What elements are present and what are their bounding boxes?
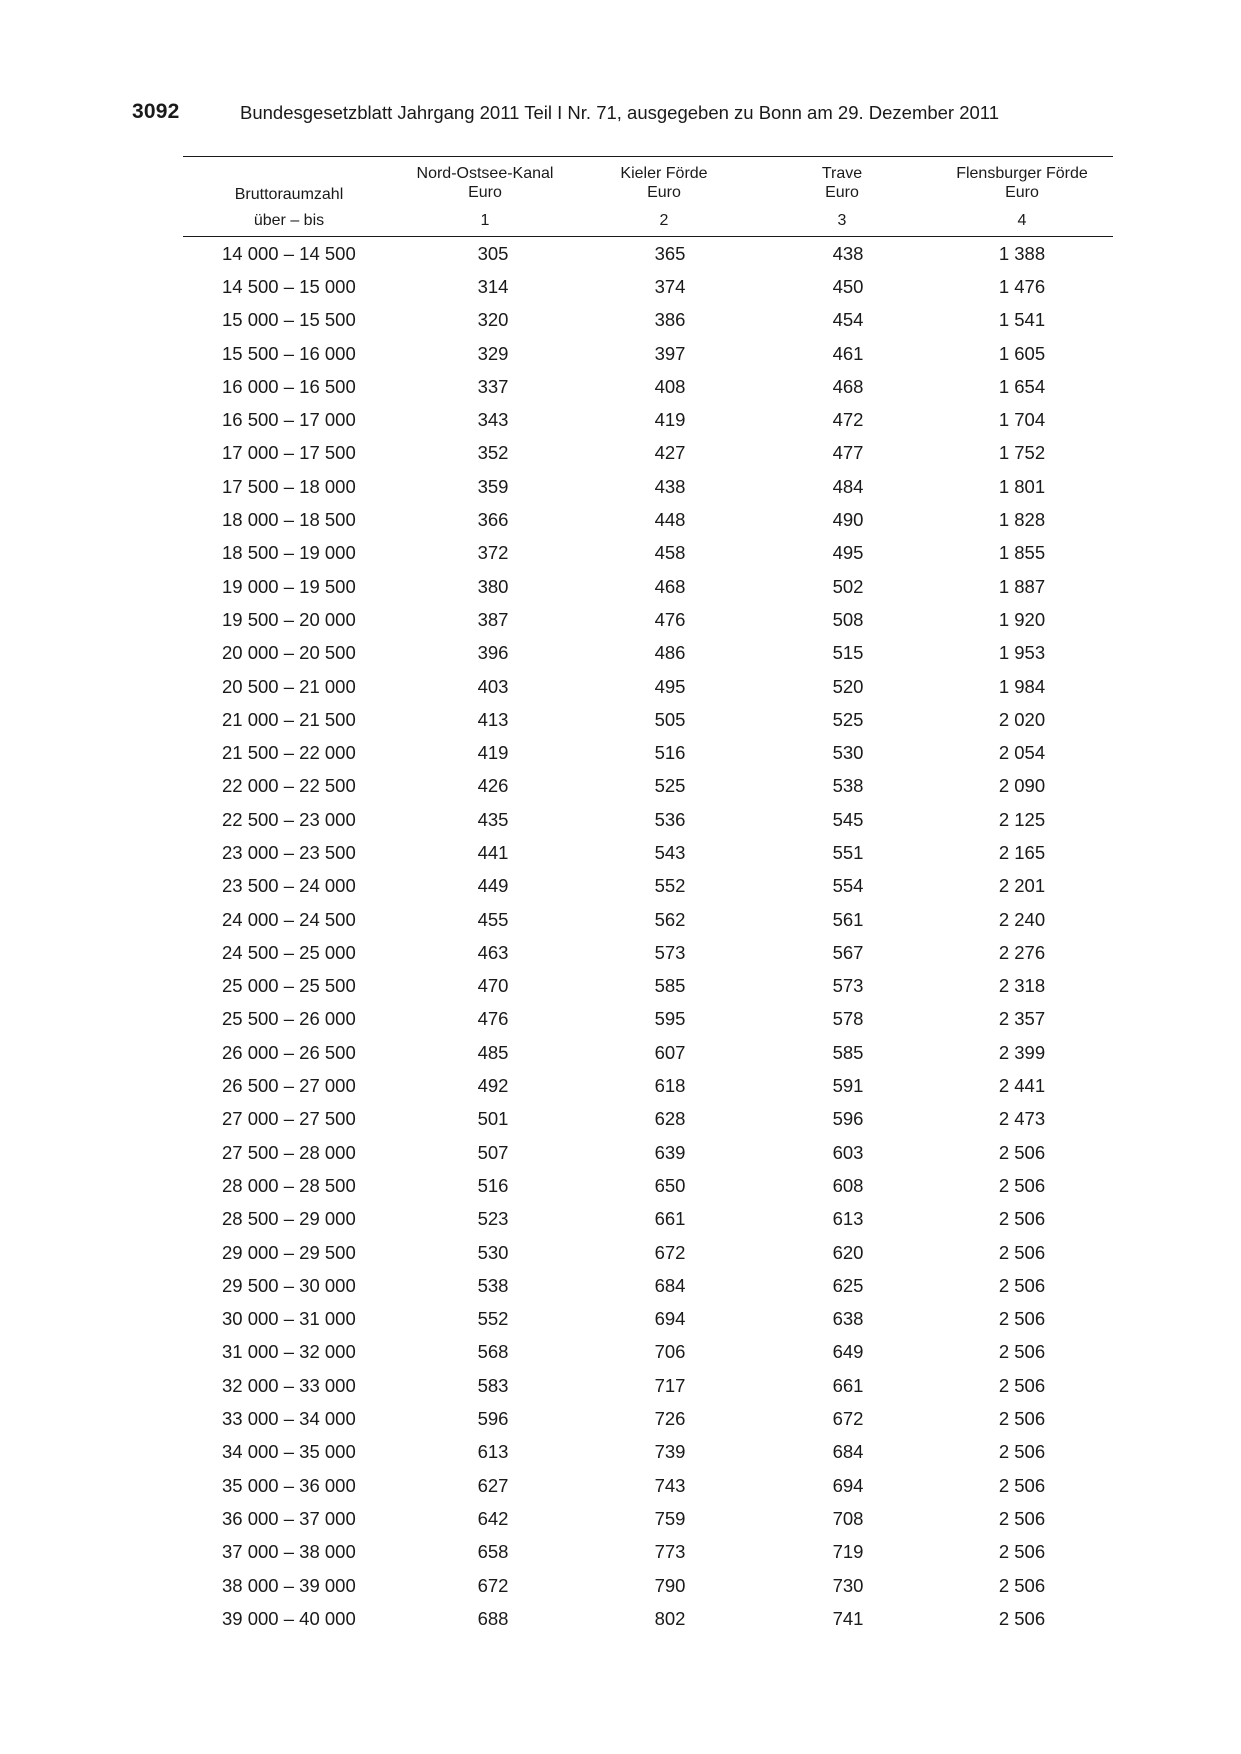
table-cell-flensburger-foerde: 1 605: [998, 342, 1046, 364]
table-cell-kieler-foerde: 639: [654, 1141, 686, 1163]
table-row: [183, 637, 1113, 670]
table-cell-range: 39 000 – 40 000: [222, 1607, 356, 1629]
table-cell-range: 25 500 – 26 000: [222, 1008, 356, 1030]
running-head: Bundesgesetzblatt Jahrgang 2011 Teil I Nr. 71, ausgegeben zu Bonn am 29. Dezember 2011: [240, 102, 1000, 123]
table-cell-flensburger-foerde: 2 357: [998, 1008, 1046, 1030]
table-cell-flensburger-foerde: 2 506: [998, 1574, 1046, 1596]
table-cell-trave: 450: [832, 275, 864, 297]
table-row: [183, 1602, 1113, 1635]
table-cell-range: 30 000 – 31 000: [222, 1308, 356, 1330]
table-cell-flensburger-foerde: 2 506: [998, 1174, 1046, 1196]
table-cell-flensburger-foerde: 2 506: [998, 1274, 1046, 1296]
header-col-name: Trave: [821, 165, 863, 182]
table-cell-nord-ostsee-kanal: 352: [477, 442, 509, 464]
table-cell-nord-ostsee-kanal: 552: [477, 1308, 509, 1330]
table-cell-range: 23 000 – 23 500: [222, 841, 356, 863]
table-row: [183, 836, 1113, 869]
table-cell-flensburger-foerde: 2 506: [998, 1507, 1046, 1529]
table-row: [183, 537, 1113, 570]
table-cell-trave: 719: [832, 1541, 864, 1563]
table-cell-range: 32 000 – 33 000: [222, 1374, 356, 1396]
table-cell-kieler-foerde: 495: [654, 675, 686, 697]
table-cell-range: 27 500 – 28 000: [222, 1141, 356, 1163]
table-cell-nord-ostsee-kanal: 320: [477, 309, 509, 331]
table-cell-nord-ostsee-kanal: 449: [477, 875, 509, 897]
table-cell-flensburger-foerde: 2 090: [998, 775, 1046, 797]
header-col-name: Flensburger Förde: [956, 165, 1088, 182]
table-cell-trave: 545: [832, 808, 864, 830]
table-cell-range: 24 500 – 25 000: [222, 941, 356, 963]
table-cell-range: 16 000 – 16 500: [222, 375, 356, 397]
table-cell-trave: 472: [832, 409, 864, 431]
header-col-3: [753, 157, 931, 207]
table-cell-range: 26 500 – 27 000: [222, 1075, 356, 1097]
table-cell-kieler-foerde: 607: [654, 1041, 686, 1063]
table-cell-flensburger-foerde: 1 654: [998, 375, 1046, 397]
table-row: [183, 603, 1113, 636]
table-cell-trave: 530: [832, 742, 864, 764]
table-cell-kieler-foerde: 790: [654, 1574, 686, 1596]
table-cell-trave: 596: [832, 1108, 864, 1130]
table-row: [183, 1103, 1113, 1136]
table-cell-trave: 477: [832, 442, 864, 464]
table-row: [183, 1003, 1113, 1036]
table-cell-range: 23 500 – 24 000: [222, 875, 356, 897]
table-cell-kieler-foerde: 438: [654, 475, 686, 497]
table-cell-kieler-foerde: 476: [654, 608, 686, 630]
table-cell-nord-ostsee-kanal: 596: [477, 1408, 509, 1430]
table-cell-flensburger-foerde: 1 953: [998, 642, 1046, 664]
header-range-label: Bruttoraumzahl: [183, 157, 395, 207]
header-col-number: 4: [931, 206, 1113, 237]
table-cell-trave: 603: [832, 1141, 864, 1163]
table-row: [183, 803, 1113, 836]
table-row: [183, 1136, 1113, 1169]
table-cell-trave: 684: [832, 1441, 864, 1463]
table-cell-flensburger-foerde: 2 441: [998, 1075, 1046, 1097]
table-cell-flensburger-foerde: 1 984: [998, 675, 1046, 697]
table-cell-range: 31 000 – 32 000: [222, 1341, 356, 1363]
table-cell-flensburger-foerde: 1 541: [998, 309, 1046, 331]
table-cell-kieler-foerde: 505: [654, 708, 686, 730]
table-cell-range: 21 000 – 21 500: [222, 708, 356, 730]
table-cell-trave: 438: [832, 242, 864, 264]
table-cell-flensburger-foerde: 2 506: [998, 1441, 1046, 1463]
header-range-sub: über – bis: [183, 206, 395, 237]
table-cell-flensburger-foerde: 2 125: [998, 808, 1046, 830]
table-cell-range: 20 000 – 20 500: [222, 642, 356, 664]
table-cell-kieler-foerde: 773: [654, 1541, 686, 1563]
table-cell-kieler-foerde: 516: [654, 742, 686, 764]
table-cell-nord-ostsee-kanal: 396: [477, 642, 509, 664]
table-row: [183, 1536, 1113, 1569]
table-cell-nord-ostsee-kanal: 419: [477, 742, 509, 764]
table-cell-flensburger-foerde: 1 887: [998, 575, 1046, 597]
table-row: [183, 337, 1113, 370]
table-cell-kieler-foerde: 525: [654, 775, 686, 797]
table-row: [183, 1069, 1113, 1102]
table-cell-kieler-foerde: 419: [654, 409, 686, 431]
table-cell-flensburger-foerde: 2 506: [998, 1308, 1046, 1330]
table-cell-range: 18 500 – 19 000: [222, 542, 356, 564]
table-cell-nord-ostsee-kanal: 403: [477, 675, 509, 697]
table-cell-kieler-foerde: 543: [654, 841, 686, 863]
table-cell-trave: 502: [832, 575, 864, 597]
table-cell-kieler-foerde: 717: [654, 1374, 686, 1396]
table-cell-range: 33 000 – 34 000: [222, 1408, 356, 1430]
table-cell-kieler-foerde: 468: [654, 575, 686, 597]
table-cell-kieler-foerde: 661: [654, 1208, 686, 1230]
table-cell-nord-ostsee-kanal: 642: [477, 1507, 509, 1529]
table-cell-flensburger-foerde: 2 473: [998, 1108, 1046, 1130]
header-col-number: 3: [753, 206, 931, 237]
header-col-1: [395, 157, 575, 207]
table-cell-nord-ostsee-kanal: 507: [477, 1141, 509, 1163]
table-cell-flensburger-foerde: 2 276: [998, 941, 1046, 963]
table-cell-trave: 672: [832, 1408, 864, 1430]
table-cell-nord-ostsee-kanal: 387: [477, 608, 509, 630]
table-cell-trave: 661: [832, 1374, 864, 1396]
table-cell-trave: 508: [832, 608, 864, 630]
table-cell-flensburger-foerde: 2 506: [998, 1474, 1046, 1496]
table-cell-range: 17 500 – 18 000: [222, 475, 356, 497]
table-cell-nord-ostsee-kanal: 343: [477, 409, 509, 431]
table-cell-nord-ostsee-kanal: 672: [477, 1574, 509, 1596]
header-col-name: Kieler Förde: [620, 165, 708, 182]
table-cell-kieler-foerde: 628: [654, 1108, 686, 1130]
table-cell-trave: 490: [832, 509, 864, 531]
table-cell-trave: 620: [832, 1241, 864, 1263]
table-row: [183, 1203, 1113, 1236]
table-cell-range: 21 500 – 22 000: [222, 742, 356, 764]
table-cell-trave: 591: [832, 1075, 864, 1097]
table-row: [183, 1569, 1113, 1602]
table-cell-flensburger-foerde: 2 020: [998, 708, 1046, 730]
table-cell-kieler-foerde: 706: [654, 1341, 686, 1363]
header-col-unit: Euro: [647, 184, 681, 201]
table-cell-flensburger-foerde: 2 399: [998, 1041, 1046, 1063]
table-cell-flensburger-foerde: 1 476: [998, 275, 1046, 297]
table-cell-range: 20 500 – 21 000: [222, 675, 356, 697]
table-row: [183, 970, 1113, 1003]
table-cell-range: 16 500 – 17 000: [222, 409, 356, 431]
table-cell-flensburger-foerde: 2 165: [998, 841, 1046, 863]
table-cell-trave: 551: [832, 841, 864, 863]
table-cell-nord-ostsee-kanal: 538: [477, 1274, 509, 1296]
table-cell-nord-ostsee-kanal: 441: [477, 841, 509, 863]
table-cell-nord-ostsee-kanal: 359: [477, 475, 509, 497]
table-cell-kieler-foerde: 486: [654, 642, 686, 664]
table-cell-range: 28 500 – 29 000: [222, 1208, 356, 1230]
table-cell-flensburger-foerde: 2 506: [998, 1541, 1046, 1563]
table-row: [183, 1369, 1113, 1402]
table-cell-nord-ostsee-kanal: 305: [477, 242, 509, 264]
table-cell-kieler-foerde: 562: [654, 908, 686, 930]
table-cell-range: 26 000 – 26 500: [222, 1041, 356, 1063]
table-row: [183, 903, 1113, 936]
table-cell-range: 24 000 – 24 500: [222, 908, 356, 930]
table-cell-trave: 525: [832, 708, 864, 730]
table-cell-nord-ostsee-kanal: 470: [477, 975, 509, 997]
table-cell-nord-ostsee-kanal: 463: [477, 941, 509, 963]
table-cell-trave: 567: [832, 941, 864, 963]
header-col-number: 1: [395, 206, 575, 237]
table-row: [183, 1502, 1113, 1535]
table-cell-range: 34 000 – 35 000: [222, 1441, 356, 1463]
table-cell-nord-ostsee-kanal: 380: [477, 575, 509, 597]
table-cell-trave: 578: [832, 1008, 864, 1030]
table-cell-nord-ostsee-kanal: 413: [477, 708, 509, 730]
table-cell-trave: 561: [832, 908, 864, 930]
table-cell-flensburger-foerde: 1 920: [998, 608, 1046, 630]
table-row: [183, 1036, 1113, 1069]
table-cell-kieler-foerde: 573: [654, 941, 686, 963]
table-row: [183, 304, 1113, 337]
table-cell-flensburger-foerde: 1 704: [998, 409, 1046, 431]
table-row: [183, 1436, 1113, 1469]
table-cell-range: 19 500 – 20 000: [222, 608, 356, 630]
table-cell-kieler-foerde: 374: [654, 275, 686, 297]
table-cell-range: 27 000 – 27 500: [222, 1108, 356, 1130]
table-row: [183, 470, 1113, 503]
table-cell-kieler-foerde: 739: [654, 1441, 686, 1463]
fee-table: [183, 156, 1113, 1635]
table-row: [183, 1336, 1113, 1369]
table-cell-nord-ostsee-kanal: 366: [477, 509, 509, 531]
table-cell-trave: 730: [832, 1574, 864, 1596]
table-cell-range: 19 000 – 19 500: [222, 575, 356, 597]
table-cell-trave: 585: [832, 1041, 864, 1063]
table-cell-kieler-foerde: 595: [654, 1008, 686, 1030]
header-col-unit: Euro: [468, 184, 502, 201]
table-cell-flensburger-foerde: 2 506: [998, 1141, 1046, 1163]
table-cell-trave: 468: [832, 375, 864, 397]
table-row: [183, 703, 1113, 736]
table-cell-kieler-foerde: 365: [654, 242, 686, 264]
table-cell-trave: 638: [832, 1308, 864, 1330]
table-row: [183, 1269, 1113, 1302]
table-cell-nord-ostsee-kanal: 583: [477, 1374, 509, 1396]
table-cell-kieler-foerde: 672: [654, 1241, 686, 1263]
table-cell-range: 28 000 – 28 500: [222, 1174, 356, 1196]
table-cell-kieler-foerde: 408: [654, 375, 686, 397]
table-row: [183, 770, 1113, 803]
table-cell-flensburger-foerde: 2 506: [998, 1241, 1046, 1263]
table-cell-trave: 495: [832, 542, 864, 564]
table-row: [183, 870, 1113, 903]
table-cell-range: 35 000 – 36 000: [222, 1474, 356, 1496]
table-cell-nord-ostsee-kanal: 501: [477, 1108, 509, 1130]
header-col-unit: Euro: [825, 184, 859, 201]
table-cell-kieler-foerde: 397: [654, 342, 686, 364]
table-cell-flensburger-foerde: 2 240: [998, 908, 1046, 930]
table-cell-range: 22 000 – 22 500: [222, 775, 356, 797]
table-cell-flensburger-foerde: 1 855: [998, 542, 1046, 564]
table-cell-range: 36 000 – 37 000: [222, 1507, 356, 1529]
table-cell-trave: 461: [832, 342, 864, 364]
table-row: [183, 370, 1113, 403]
table-cell-kieler-foerde: 694: [654, 1308, 686, 1330]
table-cell-flensburger-foerde: 1 828: [998, 509, 1046, 531]
table-cell-flensburger-foerde: 2 054: [998, 742, 1046, 764]
table-cell-trave: 554: [832, 875, 864, 897]
table-cell-trave: 484: [832, 475, 864, 497]
table-cell-trave: 608: [832, 1174, 864, 1196]
table-row: [183, 1303, 1113, 1336]
table-cell-kieler-foerde: 743: [654, 1474, 686, 1496]
table-cell-flensburger-foerde: 2 506: [998, 1607, 1046, 1629]
table-cell-range: 38 000 – 39 000: [222, 1574, 356, 1596]
table-cell-range: 22 500 – 23 000: [222, 808, 356, 830]
table-row: [183, 570, 1113, 603]
table-cell-range: 15 500 – 16 000: [222, 342, 356, 364]
table-cell-flensburger-foerde: 1 801: [998, 475, 1046, 497]
header-col-number: 2: [575, 206, 753, 237]
table-cell-range: 37 000 – 38 000: [222, 1541, 356, 1563]
table-cell-nord-ostsee-kanal: 523: [477, 1208, 509, 1230]
table-row: [183, 1402, 1113, 1435]
table-cell-flensburger-foerde: 2 506: [998, 1408, 1046, 1430]
table-row: [183, 1469, 1113, 1502]
table-cell-range: 29 000 – 29 500: [222, 1241, 356, 1263]
header-col-name: Nord-Ostsee-Kanal: [416, 165, 554, 182]
table-row: [183, 237, 1113, 271]
table-cell-nord-ostsee-kanal: 627: [477, 1474, 509, 1496]
table-cell-trave: 538: [832, 775, 864, 797]
table-cell-flensburger-foerde: 2 506: [998, 1341, 1046, 1363]
table-row: [183, 503, 1113, 536]
table-cell-kieler-foerde: 759: [654, 1507, 686, 1529]
table-cell-nord-ostsee-kanal: 476: [477, 1008, 509, 1030]
table-cell-range: 25 000 – 25 500: [222, 975, 356, 997]
table-cell-trave: 515: [832, 642, 864, 664]
table-cell-range: 14 000 – 14 500: [222, 242, 356, 264]
table-cell-kieler-foerde: 618: [654, 1075, 686, 1097]
table-cell-range: 17 000 – 17 500: [222, 442, 356, 464]
table-row: [183, 270, 1113, 303]
table-cell-trave: 694: [832, 1474, 864, 1496]
table-cell-kieler-foerde: 650: [654, 1174, 686, 1196]
table-cell-flensburger-foerde: 2 201: [998, 875, 1046, 897]
table-cell-nord-ostsee-kanal: 688: [477, 1607, 509, 1629]
table-cell-kieler-foerde: 386: [654, 309, 686, 331]
table-cell-flensburger-foerde: 2 318: [998, 975, 1046, 997]
table-row: [183, 670, 1113, 703]
table-cell-kieler-foerde: 552: [654, 875, 686, 897]
table-cell-range: 14 500 – 15 000: [222, 275, 356, 297]
table-row: [183, 403, 1113, 436]
table-cell-range: 18 000 – 18 500: [222, 509, 356, 531]
page-number: 3092: [132, 100, 180, 123]
header-col-unit: Euro: [1005, 184, 1039, 201]
table-cell-nord-ostsee-kanal: 658: [477, 1541, 509, 1563]
table-row: [183, 936, 1113, 969]
header-col-4: [931, 157, 1113, 207]
table-cell-trave: 520: [832, 675, 864, 697]
table-cell-kieler-foerde: 427: [654, 442, 686, 464]
table-cell-kieler-foerde: 802: [654, 1607, 686, 1629]
table-cell-trave: 454: [832, 309, 864, 331]
table-body: [183, 237, 1113, 1636]
table-cell-nord-ostsee-kanal: 613: [477, 1441, 509, 1463]
table-cell-trave: 649: [832, 1341, 864, 1363]
table-cell-range: 15 000 – 15 500: [222, 309, 356, 331]
header-col-2: [575, 157, 753, 207]
table-cell-flensburger-foerde: 2 506: [998, 1208, 1046, 1230]
table-cell-kieler-foerde: 726: [654, 1408, 686, 1430]
table-cell-kieler-foerde: 536: [654, 808, 686, 830]
table-row: [183, 437, 1113, 470]
table-cell-nord-ostsee-kanal: 516: [477, 1174, 509, 1196]
table-cell-nord-ostsee-kanal: 530: [477, 1241, 509, 1263]
table-cell-trave: 613: [832, 1208, 864, 1230]
table-cell-nord-ostsee-kanal: 455: [477, 908, 509, 930]
table-cell-nord-ostsee-kanal: 485: [477, 1041, 509, 1063]
table-cell-nord-ostsee-kanal: 568: [477, 1341, 509, 1363]
table-cell-nord-ostsee-kanal: 314: [477, 275, 509, 297]
table-row: [183, 1169, 1113, 1202]
table-cell-nord-ostsee-kanal: 372: [477, 542, 509, 564]
table-cell-flensburger-foerde: 1 388: [998, 242, 1046, 264]
table-header: [183, 157, 1113, 237]
table-row: [183, 736, 1113, 769]
table-cell-trave: 625: [832, 1274, 864, 1296]
table-cell-kieler-foerde: 684: [654, 1274, 686, 1296]
table-cell-kieler-foerde: 448: [654, 509, 686, 531]
table-cell-kieler-foerde: 585: [654, 975, 686, 997]
table-cell-range: 29 500 – 30 000: [222, 1274, 356, 1296]
table-cell-nord-ostsee-kanal: 337: [477, 375, 509, 397]
table-cell-nord-ostsee-kanal: 435: [477, 808, 509, 830]
table-cell-trave: 741: [832, 1607, 864, 1629]
table-row: [183, 1236, 1113, 1269]
table-cell-kieler-foerde: 458: [654, 542, 686, 564]
table-cell-flensburger-foerde: 2 506: [998, 1374, 1046, 1396]
table-cell-nord-ostsee-kanal: 426: [477, 775, 509, 797]
table-cell-flensburger-foerde: 1 752: [998, 442, 1046, 464]
table-cell-nord-ostsee-kanal: 329: [477, 342, 509, 364]
table-cell-nord-ostsee-kanal: 492: [477, 1075, 509, 1097]
table-cell-trave: 708: [832, 1507, 864, 1529]
table-cell-trave: 573: [832, 975, 864, 997]
